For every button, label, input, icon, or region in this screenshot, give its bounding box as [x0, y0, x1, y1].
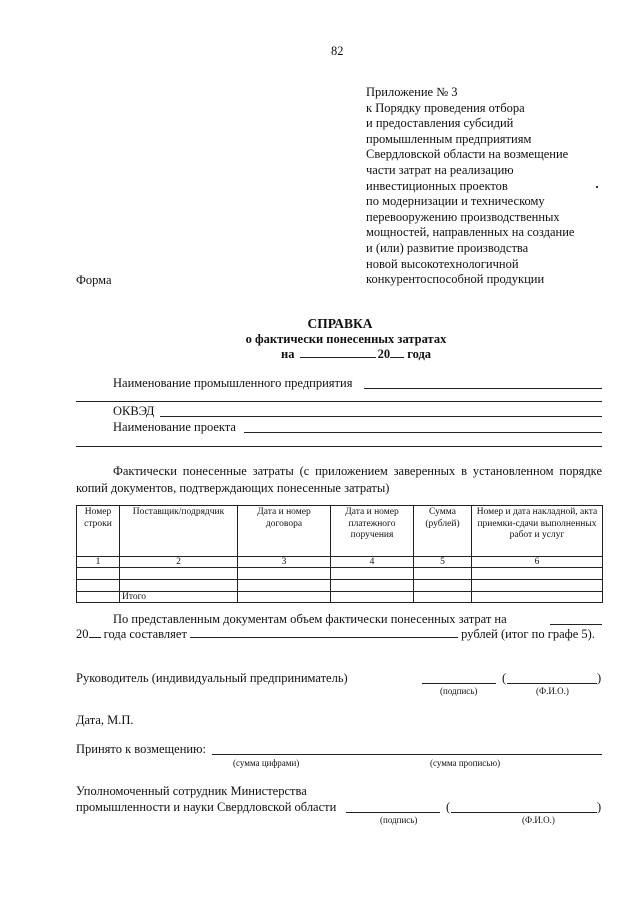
head-paren-close: )	[597, 671, 602, 685]
header-cell: Дата и номер договора	[238, 506, 331, 557]
header-cell: Дата и номер платежного поручения	[331, 506, 414, 557]
table-cell	[238, 592, 331, 603]
table-cell	[472, 592, 603, 603]
form-label: Форма	[76, 273, 112, 287]
appendix-line: части затрат на реализацию	[366, 162, 514, 177]
table-cell[interactable]	[238, 568, 331, 580]
appendix-line: промышленным предприятиям	[366, 131, 532, 146]
title-date-mid: 20	[377, 347, 391, 361]
project-field-continuation[interactable]	[76, 446, 602, 447]
summary-year-blank[interactable]	[89, 627, 101, 638]
header-cell: Сумма (рублей)	[414, 506, 472, 557]
table-row[interactable]	[77, 568, 603, 580]
header-cell: Номер строки	[77, 506, 120, 557]
column-number: 5	[414, 557, 472, 568]
appendix-line: новой высокотехнологичной	[366, 256, 519, 271]
appendix-block	[366, 85, 574, 288]
official-paren-open: (	[446, 800, 451, 814]
official-signature-caption: (подпись)	[380, 815, 418, 825]
summary-line-2	[76, 627, 595, 642]
appendix-line: и предоставления субсидий	[366, 116, 514, 131]
caption-sum-digits: (сумма цифрами)	[233, 758, 300, 768]
table-cell[interactable]	[472, 568, 603, 580]
column-number: 4	[331, 557, 414, 568]
project-field[interactable]	[244, 432, 602, 433]
scan-speck	[596, 186, 598, 188]
title-date-suffix: года	[407, 347, 432, 361]
appendix-line: по модернизации и техническому	[366, 194, 545, 209]
summary-year-prefix: 20	[76, 627, 89, 641]
head-fio-field[interactable]	[507, 683, 597, 684]
official-line-1: Уполномоченный сотрудник Министерства	[76, 784, 307, 798]
title-date-blank[interactable]	[300, 347, 376, 358]
head-signature-caption: (подпись)	[440, 686, 478, 696]
table-cell[interactable]	[77, 568, 120, 580]
official-line-2: промышленности и науки Свердловской области	[76, 800, 337, 814]
column-number: 3	[238, 557, 331, 568]
head-paren-open: (	[502, 671, 507, 685]
costs-table	[76, 505, 603, 603]
costs-paragraph: Фактически понесенные затраты (с приложением заверенных в установленном порядке копий документов, подтверждающих понесенные затраты)	[76, 464, 602, 495]
table-row[interactable]	[77, 580, 603, 592]
summary-mid: года составляет	[103, 627, 187, 641]
title-date-line	[281, 347, 431, 362]
table-header-row	[77, 506, 603, 557]
caption-sum-words: (сумма прописью)	[430, 758, 501, 768]
table-cell[interactable]	[120, 580, 238, 592]
table-column-numbers-row	[77, 557, 603, 568]
enterprise-field-continuation[interactable]	[76, 401, 602, 402]
official-fio-caption: (Ф.И.О.)	[522, 815, 555, 825]
project-label: Наименование проекта	[113, 420, 236, 434]
appendix-line: и (или) развитие производства	[366, 240, 529, 255]
document-subtitle: о фактически понесенных затратах	[245, 332, 447, 346]
title-year-blank[interactable]	[390, 347, 404, 358]
column-number: 6	[472, 557, 603, 568]
table-cell[interactable]	[238, 580, 331, 592]
official-signature-field[interactable]	[346, 812, 440, 813]
summary-suffix: рублей (итог по графе 5).	[461, 627, 595, 641]
official-fio-field[interactable]	[451, 812, 597, 813]
head-signature-field[interactable]	[422, 683, 496, 684]
enterprise-field[interactable]	[364, 388, 602, 389]
table-cell[interactable]	[414, 568, 472, 580]
appendix-line: конкурентоспособной продукции	[366, 272, 545, 287]
table-cell[interactable]	[331, 580, 414, 592]
table-cell[interactable]	[472, 580, 603, 592]
appendix-line: инвестиционных проектов	[366, 178, 508, 193]
accepted-label: Принято к возмещению:	[76, 742, 206, 756]
table-cell	[77, 592, 120, 603]
okved-field[interactable]	[160, 416, 602, 417]
head-fio-caption: (Ф.И.О.)	[536, 686, 569, 696]
table-cell[interactable]	[77, 580, 120, 592]
appendix-line: перевооружению производственных	[366, 209, 560, 224]
table-cell[interactable]	[120, 568, 238, 580]
okved-label: ОКВЭД	[113, 404, 155, 418]
official-paren-close: )	[597, 800, 602, 814]
table-cell	[331, 592, 414, 603]
summary-line-1: По представленным документам объем фактически понесенных затрат на	[113, 612, 507, 626]
table-cell[interactable]	[414, 580, 472, 592]
total-label: Итого	[120, 592, 238, 603]
table-total-row	[77, 592, 603, 603]
title-date-prefix: на	[281, 347, 295, 361]
head-label: Руководитель (индивидуальный предприниматель)	[76, 671, 348, 685]
header-cell: Номер и дата накладной, акта приемки-сдачи выполненных работ и услуг	[472, 506, 603, 557]
document-title: СПРАВКА	[307, 316, 373, 331]
enterprise-label: Наименование промышленного предприятия	[113, 376, 353, 390]
appendix-line: Приложение № 3	[366, 85, 458, 99]
appendix-line: Свердловской области на возмещение	[366, 147, 569, 162]
column-number: 1	[77, 557, 120, 568]
appendix-line: мощностей, направленных на создание	[366, 225, 575, 240]
summary-amount-field[interactable]	[190, 627, 458, 638]
table-cell[interactable]	[331, 568, 414, 580]
total-sum-cell[interactable]	[414, 592, 472, 603]
summary-date-field[interactable]	[550, 624, 602, 625]
date-mp-label: Дата, М.П.	[76, 713, 134, 727]
appendix-line: к Порядку проведения отбора	[366, 100, 525, 115]
accepted-amount-field[interactable]	[212, 754, 602, 755]
page-number: 82	[331, 44, 344, 58]
header-cell: Поставщик/подрядчик	[120, 506, 238, 557]
column-number: 2	[120, 557, 238, 568]
